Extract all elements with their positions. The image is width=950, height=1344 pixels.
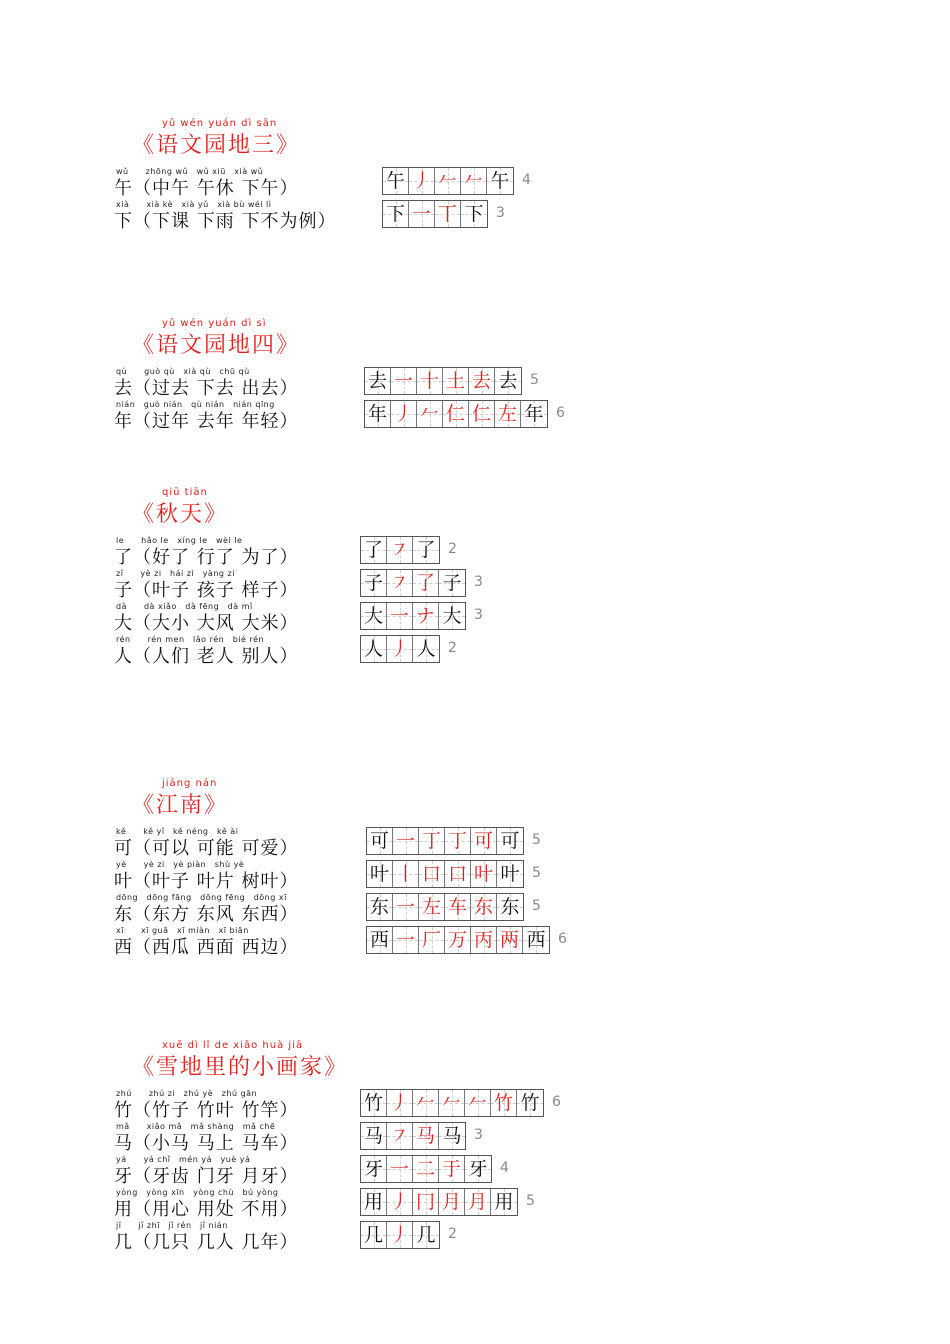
stroke-cell: [387, 537, 413, 563]
stroke-cell: [445, 861, 471, 887]
stroke-cell: [497, 861, 523, 887]
stroke-cell: [445, 894, 471, 920]
stroke-glyph: 年: [367, 402, 387, 425]
row-pinyin: wǔ zhōng wǔ wǔ xiū xià wǔ: [116, 167, 264, 176]
stroke-glyph: 一: [389, 604, 409, 627]
stroke-cell: [413, 570, 439, 596]
stroke-cell: [517, 1090, 543, 1116]
stroke-count: 5: [526, 1193, 535, 1209]
stroke-cell: [469, 401, 495, 427]
stroke-order-grid: [382, 167, 514, 195]
stroke-cell: [435, 168, 461, 194]
stroke-cell: [419, 828, 445, 854]
stroke-glyph: 竹: [363, 1091, 383, 1114]
row-pinyin: dōng dōng fāng dōng fēng dōng xī: [116, 893, 287, 902]
stroke-count: 3: [474, 607, 483, 623]
stroke-glyph: 一: [395, 928, 415, 951]
stroke-glyph: 子: [363, 571, 383, 594]
stroke-glyph: 大: [442, 604, 462, 627]
stroke-glyph: 用: [363, 1190, 383, 1213]
stroke-glyph: 可: [500, 829, 520, 852]
stroke-glyph: 叶: [500, 862, 520, 885]
stroke-cell: [465, 1156, 491, 1182]
stroke-glyph: 马: [363, 1124, 383, 1147]
stroke-count: 6: [552, 1094, 561, 1110]
stroke-cell: [471, 894, 497, 920]
stroke-cell: [443, 368, 469, 394]
row-words: 马（小马 马上 马车）: [114, 1133, 299, 1154]
lesson-section: [110, 118, 531, 232]
stroke-cell: [413, 603, 439, 629]
stroke-order-grid: [366, 893, 524, 921]
stroke-cell: [361, 1123, 387, 1149]
stroke-cell: [439, 1090, 465, 1116]
stroke-count: 5: [530, 372, 539, 388]
stroke-count: 5: [532, 898, 541, 914]
stroke-glyph: 口: [421, 862, 441, 885]
stroke-glyph: ナ: [415, 604, 435, 627]
stroke-cell: [387, 570, 413, 596]
stroke-count: 6: [558, 931, 567, 947]
stroke-cell: [367, 828, 393, 854]
row-pinyin: jǐ jǐ zhī jǐ rén jǐ nián: [116, 1221, 228, 1230]
stroke-cell: [497, 894, 523, 920]
stroke-cell: [387, 603, 413, 629]
stroke-glyph: 一: [395, 895, 415, 918]
stroke-glyph: 𠂉: [441, 1091, 461, 1114]
lesson-section: [110, 778, 567, 958]
stroke-cell: [521, 401, 547, 427]
character-row: [110, 826, 541, 859]
stroke-count: 3: [474, 574, 483, 590]
stroke-glyph: 人: [416, 637, 436, 660]
stroke-cell: [523, 927, 549, 953]
stroke-glyph: 年: [524, 402, 544, 425]
stroke-glyph: 马: [415, 1124, 435, 1147]
stroke-order-grid: [360, 569, 466, 597]
stroke-glyph: 东: [500, 895, 520, 918]
stroke-cell: [413, 1222, 439, 1248]
row-pinyin: yòng yòng xīn yòng chù bú yòng: [116, 1188, 279, 1197]
stroke-glyph: 𠂉: [437, 169, 457, 192]
stroke-cell: [497, 927, 523, 953]
row-pinyin: yá yá chǐ mén yá yuè yá: [116, 1155, 251, 1164]
stroke-glyph: 叶: [473, 862, 493, 885]
character-row: [110, 568, 483, 601]
stroke-glyph: 牙: [363, 1157, 383, 1180]
stroke-cell: [495, 401, 521, 427]
row-words: 用（用心 用处 不用）: [114, 1199, 299, 1220]
stroke-glyph: 去: [498, 369, 518, 392]
row-words: 子（叶子 孩子 样子）: [114, 580, 299, 601]
stroke-glyph: 大: [363, 604, 383, 627]
lesson-title-pinyin: jiāng nán: [162, 778, 218, 789]
stroke-cell: [387, 1156, 413, 1182]
stroke-cell: [393, 894, 419, 920]
stroke-glyph: 两: [499, 928, 519, 951]
row-words: 西（西瓜 西面 西边）: [114, 937, 299, 958]
stroke-cell: [465, 1189, 491, 1215]
character-row: [110, 199, 505, 232]
stroke-count: 2: [448, 640, 457, 656]
stroke-cell: [439, 1123, 465, 1149]
stroke-count: 4: [500, 1160, 509, 1176]
stroke-order-grid: [360, 602, 466, 630]
stroke-cell: [383, 168, 409, 194]
row-words: 可（可以 可能 可爱）: [114, 838, 299, 859]
lesson-title-pinyin: yǔ wén yuán dì sì: [162, 318, 267, 329]
stroke-cell: [387, 1222, 413, 1248]
stroke-count: 5: [532, 865, 541, 881]
stroke-cell: [361, 1156, 387, 1182]
stroke-glyph: 𠂉: [415, 1091, 435, 1114]
stroke-glyph: 下: [385, 202, 405, 225]
stroke-glyph: 左: [421, 895, 441, 918]
character-row: [110, 1154, 509, 1187]
row-pinyin: kě kě yǐ kě néng kě ài: [116, 827, 239, 836]
stroke-cell: [387, 1123, 413, 1149]
stroke-order-grid: [366, 827, 524, 855]
stroke-cell: [393, 828, 419, 854]
stroke-cell: [439, 1156, 465, 1182]
stroke-cell: [367, 894, 393, 920]
stroke-cell: [413, 1156, 439, 1182]
row-pinyin: nián guò nián qù nián nián qīng: [116, 400, 275, 409]
stroke-glyph: 丨: [395, 862, 415, 885]
stroke-cell: [367, 861, 393, 887]
stroke-count: 6: [556, 405, 565, 421]
stroke-cell: [471, 828, 497, 854]
stroke-cell: [471, 927, 497, 953]
character-row: [110, 366, 539, 399]
stroke-glyph: 西: [526, 928, 546, 951]
row-pinyin: qù guò qù xià qù chū qù: [116, 367, 250, 376]
row-words: 人（人们 老人 别人）: [114, 646, 299, 667]
stroke-glyph: 厂: [421, 928, 441, 951]
stroke-count: 4: [522, 172, 531, 188]
stroke-cell: [413, 1090, 439, 1116]
stroke-cell: [461, 168, 487, 194]
row-pinyin: yè yè zi yè piàn shù yè: [116, 860, 245, 869]
stroke-glyph: 一: [411, 202, 431, 225]
stroke-glyph: 牙: [468, 1157, 488, 1180]
stroke-glyph: 左: [497, 402, 517, 425]
stroke-cell: [445, 927, 471, 953]
row-pinyin: le hǎo le xíng le wèi le: [116, 536, 243, 545]
stroke-cell: [361, 603, 387, 629]
stroke-glyph: 人: [363, 637, 383, 660]
character-row: [110, 892, 541, 925]
row-pinyin: zhú zhú zi zhú yè zhú gān: [116, 1089, 258, 1098]
stroke-cell: [435, 201, 461, 227]
stroke-glyph: 万: [447, 928, 467, 951]
stroke-order-grid: [360, 1089, 544, 1117]
row-words: 去（过去 下去 出去）: [114, 378, 299, 399]
stroke-glyph: 了: [416, 538, 436, 561]
stroke-glyph: 车: [447, 895, 467, 918]
stroke-cell: [367, 927, 393, 953]
stroke-cell: [419, 894, 445, 920]
character-row: [110, 399, 565, 432]
row-words: 叶（叶子 叶片 树叶）: [114, 871, 299, 892]
stroke-cell: [387, 1189, 413, 1215]
stroke-cell: [365, 401, 391, 427]
stroke-glyph: 丿: [389, 1223, 409, 1246]
stroke-count: 3: [474, 1127, 483, 1143]
stroke-cell: [361, 1090, 387, 1116]
character-row: [110, 1121, 483, 1154]
stroke-glyph: 冂: [415, 1190, 435, 1213]
character-row: [110, 859, 541, 892]
stroke-glyph: 去: [367, 369, 387, 392]
stroke-cell: [495, 368, 521, 394]
stroke-cell: [409, 201, 435, 227]
stroke-order-grid: [360, 1221, 440, 1249]
character-row: [110, 601, 483, 634]
row-words: 几（几只 几人 几年）: [114, 1232, 299, 1253]
stroke-order-grid: [360, 1122, 466, 1150]
stroke-cell: [491, 1090, 517, 1116]
stroke-count: 5: [532, 832, 541, 848]
stroke-glyph: 月: [467, 1190, 487, 1213]
stroke-cell: [361, 570, 387, 596]
stroke-cell: [443, 401, 469, 427]
stroke-cell: [361, 537, 387, 563]
stroke-order-grid: [360, 1188, 518, 1216]
stroke-glyph: 去: [471, 369, 491, 392]
stroke-glyph: 竹: [493, 1091, 513, 1114]
stroke-glyph: 子: [442, 571, 462, 594]
stroke-glyph: 丙: [473, 928, 493, 951]
stroke-glyph: 叶: [369, 862, 389, 885]
stroke-count: 2: [448, 1226, 457, 1242]
stroke-cell: [413, 636, 439, 662]
stroke-glyph: 丁: [421, 829, 441, 852]
stroke-cell: [361, 1222, 387, 1248]
stroke-cell: [361, 1189, 387, 1215]
stroke-glyph: 丿: [389, 637, 409, 660]
stroke-order-grid: [366, 860, 524, 888]
stroke-cell: [409, 168, 435, 194]
stroke-cell: [387, 636, 413, 662]
stroke-glyph: 𠂉: [463, 169, 483, 192]
stroke-order-grid: [364, 367, 522, 395]
row-words: 东（东方 东风 东西）: [114, 904, 299, 925]
row-pinyin: mǎ xiǎo mǎ mǎ shàng mǎ chē: [116, 1122, 276, 1131]
stroke-glyph: 口: [447, 862, 467, 885]
stroke-glyph: 一: [395, 829, 415, 852]
stroke-cell: [439, 1189, 465, 1215]
stroke-glyph: 𠂉: [467, 1091, 487, 1114]
character-row: [110, 1088, 561, 1121]
stroke-glyph: 几: [363, 1223, 383, 1246]
stroke-cell: [393, 861, 419, 887]
stroke-glyph: 𠂉: [419, 402, 439, 425]
row-words: 大（大小 大风 大米）: [114, 613, 299, 634]
stroke-glyph: ㇇: [389, 1124, 409, 1147]
stroke-glyph: 东: [473, 895, 493, 918]
stroke-glyph: 丿: [389, 1091, 409, 1114]
lesson-title: 《秋天》: [132, 502, 229, 527]
stroke-cell: [387, 1090, 413, 1116]
stroke-glyph: 竹: [520, 1091, 540, 1114]
lesson-title-pinyin: xuě dì lǐ de xiǎo huà jiā: [162, 1040, 304, 1051]
stroke-glyph: 一: [393, 369, 413, 392]
stroke-order-grid: [366, 926, 550, 954]
stroke-glyph: 丿: [411, 169, 431, 192]
stroke-glyph: 月: [441, 1190, 461, 1213]
stroke-cell: [365, 368, 391, 394]
character-row: [110, 925, 567, 958]
stroke-glyph: ㇇: [389, 571, 409, 594]
lesson-section: [110, 1040, 561, 1253]
stroke-glyph: 午: [385, 169, 405, 192]
stroke-glyph: 西: [369, 928, 389, 951]
row-words: 了（好了 行了 为了）: [114, 547, 299, 568]
stroke-cell: [439, 570, 465, 596]
row-words: 牙（牙齿 门牙 月牙）: [114, 1166, 299, 1187]
row-pinyin: xià xià kè xià yǔ xià bù wéi lì: [116, 200, 272, 209]
stroke-glyph: 用: [494, 1190, 514, 1213]
stroke-cell: [419, 927, 445, 953]
stroke-glyph: 马: [442, 1124, 462, 1147]
stroke-glyph: 丿: [393, 402, 413, 425]
stroke-cell: [391, 368, 417, 394]
row-pinyin: dà dà xiǎo dà fēng dà mǐ: [116, 602, 253, 611]
stroke-order-grid: [360, 635, 440, 663]
stroke-cell: [465, 1090, 491, 1116]
stroke-cell: [439, 603, 465, 629]
stroke-glyph: 可: [369, 829, 389, 852]
character-row: [110, 1220, 457, 1253]
lesson-section: [110, 318, 565, 432]
stroke-count: 3: [496, 205, 505, 221]
stroke-glyph: 丅: [437, 202, 457, 225]
stroke-cell: [413, 1123, 439, 1149]
lesson-section: [110, 487, 483, 667]
stroke-order-grid: [364, 400, 548, 428]
row-pinyin: zǐ yè zi hái zi yàng zi: [116, 569, 235, 578]
row-pinyin: xī xī guā xī miàn xī biān: [116, 926, 249, 935]
stroke-cell: [383, 201, 409, 227]
stroke-order-grid: [382, 200, 488, 228]
stroke-glyph: 于: [441, 1157, 461, 1180]
lesson-title: 《雪地里的小画家》: [132, 1055, 349, 1080]
stroke-glyph: 仁: [445, 402, 465, 425]
stroke-cell: [471, 861, 497, 887]
stroke-cell: [417, 401, 443, 427]
stroke-glyph: 丿: [389, 1190, 409, 1213]
lesson-title-pinyin: yǔ wén yuán dì sān: [162, 118, 278, 129]
character-row: [110, 634, 457, 667]
stroke-cell: [497, 828, 523, 854]
stroke-glyph: 了: [363, 538, 383, 561]
stroke-cell: [419, 861, 445, 887]
stroke-count: 2: [448, 541, 457, 557]
stroke-glyph: 仁: [471, 402, 491, 425]
stroke-glyph: 一: [389, 1157, 409, 1180]
row-words: 年（过年 去年 年轻）: [114, 411, 299, 432]
stroke-glyph: 东: [369, 895, 389, 918]
row-words: 下（下课 下雨 下不为例）: [114, 211, 337, 232]
stroke-glyph: 十: [419, 369, 439, 392]
lesson-title-pinyin: qiū tiān: [162, 487, 208, 498]
stroke-glyph: 二: [415, 1157, 435, 1180]
stroke-cell: [393, 927, 419, 953]
character-row: [110, 166, 531, 199]
stroke-cell: [361, 636, 387, 662]
stroke-glyph: 丁: [447, 829, 467, 852]
stroke-cell: [469, 368, 495, 394]
stroke-cell: [491, 1189, 517, 1215]
stroke-order-grid: [360, 1155, 492, 1183]
stroke-glyph: 下: [464, 202, 484, 225]
stroke-order-grid: [360, 536, 440, 564]
stroke-cell: [461, 201, 487, 227]
character-row: [110, 535, 457, 568]
stroke-cell: [445, 828, 471, 854]
row-words: 竹（竹子 竹叶 竹竿）: [114, 1100, 299, 1121]
stroke-cell: [417, 368, 443, 394]
lesson-title: 《语文园地四》: [132, 333, 301, 358]
row-words: 午（中午 午休 下午）: [114, 178, 299, 199]
stroke-glyph: 午: [490, 169, 510, 192]
stroke-cell: [487, 168, 513, 194]
row-pinyin: rén rén men lǎo rén bié rén: [116, 635, 265, 644]
stroke-cell: [413, 1189, 439, 1215]
stroke-cell: [413, 537, 439, 563]
stroke-glyph: ㇇: [389, 538, 409, 561]
stroke-cell: [391, 401, 417, 427]
stroke-glyph: 了: [415, 571, 435, 594]
character-row: [110, 1187, 535, 1220]
stroke-glyph: 土: [445, 369, 465, 392]
lesson-title: 《语文园地三》: [132, 133, 301, 158]
stroke-glyph: 几: [416, 1223, 436, 1246]
lesson-title: 《江南》: [132, 793, 229, 818]
stroke-glyph: 可: [473, 829, 493, 852]
